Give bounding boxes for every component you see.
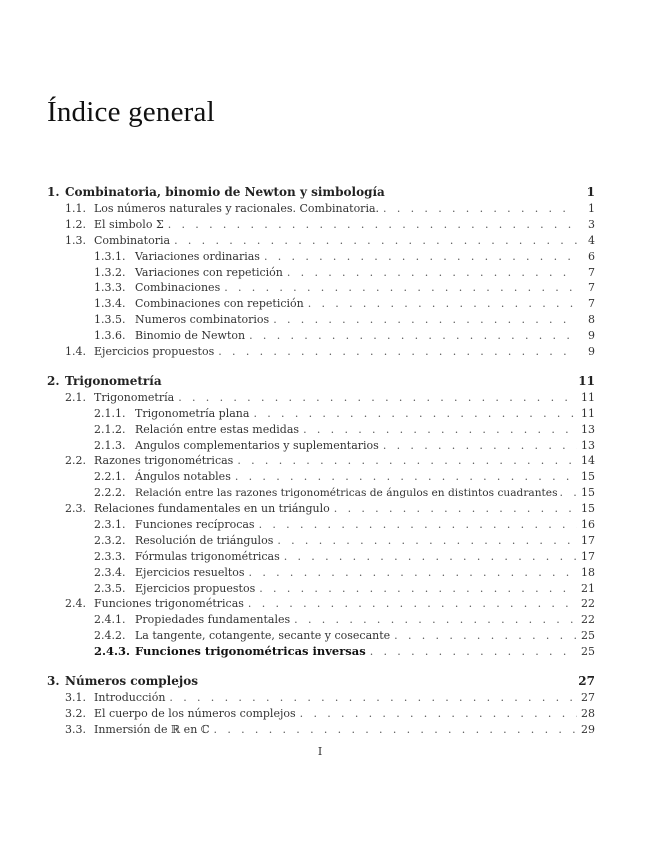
subsection-title: Variaciones ordinarias: [135, 249, 260, 263]
toc-subsection[interactable]: [47, 612, 595, 628]
section-page: 15: [581, 502, 595, 516]
toc-subsection[interactable]: [47, 485, 595, 501]
section-number: 1.1.: [65, 202, 86, 215]
subsection-title: La tangente, cotangente, secante y cosecante: [135, 629, 391, 643]
dot-leader: [249, 565, 577, 581]
section-title: Ejercicios propuestos: [94, 345, 215, 359]
dot-leader: [287, 265, 577, 281]
toc-subsection[interactable]: [47, 438, 595, 454]
toc-subsection[interactable]: [47, 296, 595, 312]
toc-subsection[interactable]: [47, 280, 595, 296]
subsection-page: 8: [588, 313, 595, 327]
subsection-number: 2.3.5.: [94, 581, 126, 595]
subsection-page: 13: [581, 438, 595, 452]
subsection-title: Funciones trigonométricas inversas: [135, 644, 366, 659]
subsection-number: 1.3.5.: [94, 313, 126, 327]
subsection-number: 1.3.4.: [94, 297, 126, 311]
toc-chapter[interactable]: [47, 184, 595, 201]
subsection-number: 2.4.1.: [94, 613, 126, 627]
section-number: 1.2.: [65, 217, 86, 231]
subsection-page: 6: [588, 249, 595, 263]
dot-leader: [248, 596, 577, 612]
subsection-title: Ejercicios propuestos: [135, 581, 256, 595]
dot-leader: [237, 453, 577, 469]
section-number: 1.3.: [65, 233, 86, 247]
section-title: Relaciones fundamentales en un triángulo: [94, 502, 330, 516]
toc-subsection[interactable]: [47, 422, 595, 438]
subsection-title: Ángulos notables: [135, 470, 231, 484]
subsection-title: Numeros combinatorios: [135, 313, 270, 327]
chapter-page: 11: [578, 373, 595, 388]
section-page: 11: [581, 390, 595, 404]
subsection-title: Relación entre las razones trigonométricas de ángulos en distintos cuadrantes: [135, 487, 558, 500]
chapter-number: 3.: [47, 674, 60, 689]
subsection-page: 17: [581, 549, 595, 563]
subsection-number: 2.3.2.: [94, 533, 126, 547]
toc-section[interactable]: [47, 201, 595, 217]
dot-leader: [303, 422, 577, 438]
toc-subsection[interactable]: [47, 549, 595, 565]
section-number: 3.1.: [65, 691, 86, 705]
dot-leader: [218, 344, 577, 360]
section-title: Introducción: [94, 691, 166, 705]
chapter-title: Trigonometría: [65, 373, 162, 388]
dot-leader: [253, 406, 577, 422]
page-title: Índice general: [47, 96, 215, 128]
subsection-title: Propiedades fundamentales: [135, 613, 291, 627]
section-number: 1.4.: [65, 345, 86, 359]
toc-chapter[interactable]: [47, 673, 595, 690]
chapter-title: Números complejos: [65, 674, 198, 689]
subsection-number: 1.3.1.: [94, 249, 126, 263]
dot-leader: [214, 722, 577, 738]
dot-leader: [284, 549, 577, 565]
chapter-page: 27: [578, 674, 595, 689]
subsection-number: 2.1.3.: [94, 438, 126, 452]
subsection-number: 1.3.2.: [94, 265, 126, 279]
toc-section[interactable]: [47, 217, 595, 233]
subsection-page: 7: [588, 281, 595, 295]
toc-subsection[interactable]: [47, 628, 595, 644]
subsection-title: Resolución de triángulos: [135, 533, 274, 547]
section-title: Razones trigonométricas: [94, 454, 234, 468]
toc-subsection[interactable]: [47, 249, 595, 265]
toc-chapter[interactable]: [47, 373, 595, 390]
subsection-title: Variaciones con repetición: [135, 265, 283, 279]
subsection-number: 2.1.1.: [94, 406, 126, 420]
dot-leader: [294, 612, 577, 628]
subsection-page: 18: [581, 565, 595, 579]
dot-leader: [308, 296, 577, 312]
chapter-number: 2.: [47, 373, 60, 388]
dot-leader: [394, 628, 577, 644]
dot-leader: [235, 469, 577, 485]
dot-leader: [168, 217, 577, 233]
dot-leader: [370, 644, 577, 660]
dot-leader: [169, 690, 577, 706]
section-page: 22: [581, 597, 595, 611]
subsection-title: Ejercicios resueltos: [135, 565, 245, 579]
dot-leader: [334, 501, 577, 517]
table-of-contents: [47, 184, 595, 738]
toc-subsection[interactable]: [47, 328, 595, 344]
subsection-number: 2.3.1.: [94, 518, 126, 532]
toc-subsection[interactable]: [47, 517, 595, 533]
toc-subsection[interactable]: [47, 644, 595, 660]
toc-subsection[interactable]: [47, 533, 595, 549]
section-number: 2.3.: [65, 502, 86, 516]
section-page: 28: [581, 706, 595, 720]
subsection-title: Combinaciones: [135, 281, 221, 295]
section-page: 14: [581, 454, 595, 468]
section-number: 3.3.: [65, 722, 86, 736]
toc-subsection[interactable]: [47, 312, 595, 328]
subsection-page: 25: [581, 629, 595, 643]
subsection-page: 25: [581, 645, 595, 659]
subsection-title: Funciones recíprocas: [135, 518, 255, 532]
toc-subsection[interactable]: [47, 581, 595, 597]
page-number: I: [317, 745, 323, 758]
subsection-number: 2.3.3.: [94, 549, 126, 563]
subsection-page: 9: [588, 329, 595, 343]
section-title: Inmersión de ℝ en ℂ: [94, 722, 210, 736]
chapter-page: 1: [586, 185, 595, 199]
subsection-page: 7: [588, 265, 595, 279]
section-title: Funciones trigonométricas: [94, 597, 244, 611]
subsection-number: 1.3.6.: [94, 329, 126, 343]
subsection-page: 17: [581, 533, 595, 547]
toc-section[interactable]: [47, 706, 595, 722]
subsection-number: 2.2.2.: [94, 486, 126, 500]
dot-leader: [273, 312, 577, 328]
section-page: 9: [588, 345, 595, 359]
toc-subsection[interactable]: [47, 565, 595, 581]
toc-section[interactable]: [47, 233, 595, 249]
subsection-page: 22: [581, 613, 595, 627]
section-title: El cuerpo de los números complejos: [94, 706, 296, 720]
subsection-page: 13: [581, 422, 595, 436]
dot-leader: [178, 390, 577, 406]
dot-leader: [259, 517, 577, 533]
toc-subsection[interactable]: [47, 469, 595, 485]
subsection-page: 21: [581, 581, 595, 595]
subsection-number: 2.4.3.: [94, 644, 131, 659]
subsection-number: 1.3.3.: [94, 281, 126, 295]
dot-leader: [383, 201, 577, 217]
section-number: 2.2.: [65, 454, 86, 468]
dot-leader: [174, 233, 577, 249]
toc-section[interactable]: [47, 390, 595, 406]
toc-section[interactable]: [47, 596, 595, 612]
dot-leader: [224, 280, 577, 296]
dot-leader: [277, 533, 577, 549]
subsection-title: Trigonometría plana: [135, 406, 250, 420]
dot-leader: [259, 581, 577, 597]
subsection-page: 16: [581, 518, 595, 532]
chapter-number: 1.: [47, 185, 60, 199]
subsection-number: 2.4.2.: [94, 629, 126, 643]
subsection-title: Combinaciones con repetición: [135, 297, 304, 311]
dot-leader: [264, 249, 577, 265]
dot-leader: [249, 328, 577, 344]
toc-section[interactable]: [47, 690, 595, 706]
subsection-page: 15: [581, 470, 595, 484]
toc-section[interactable]: [47, 344, 595, 360]
subsection-number: 2.3.4.: [94, 565, 126, 579]
toc-subsection[interactable]: [47, 406, 595, 422]
subsection-title: Fórmulas trigonométricas: [135, 549, 280, 563]
subsection-title: Angulos complementarios y suplementarios: [135, 438, 379, 452]
section-number: 3.2.: [65, 706, 86, 720]
section-title: Trigonometría: [94, 390, 175, 404]
section-title: Combinatoria: [94, 233, 171, 247]
subsection-page: 15: [581, 486, 595, 500]
section-page: 29: [581, 722, 595, 736]
section-page: 4: [588, 233, 595, 247]
section-number: 2.4.: [65, 597, 86, 611]
subsection-number: 2.1.2.: [94, 422, 126, 436]
toc-section[interactable]: [47, 453, 595, 469]
section-title: Los números naturales y racionales. Combinatoria.: [94, 202, 380, 215]
section-page: 27: [581, 691, 595, 705]
subsection-title: Binomio de Newton: [135, 329, 246, 343]
section-page: 1: [588, 202, 595, 215]
subsection-page: 11: [581, 406, 595, 420]
dot-leader: [383, 438, 577, 454]
toc-subsection[interactable]: [47, 265, 595, 281]
dot-leader: [300, 706, 577, 722]
section-title: El simbolo Σ: [94, 217, 164, 231]
section-page: 3: [588, 217, 595, 231]
subsection-page: 7: [588, 297, 595, 311]
section-number: 2.1.: [65, 390, 86, 404]
subsection-title: Relación entre estas medidas: [135, 422, 300, 436]
toc-section[interactable]: [47, 722, 595, 738]
dot-leader: [560, 485, 579, 501]
chapter-title: Combinatoria, binomio de Newton y simbología: [65, 185, 385, 199]
toc-section[interactable]: [47, 501, 595, 517]
subsection-number: 2.2.1.: [94, 470, 126, 484]
